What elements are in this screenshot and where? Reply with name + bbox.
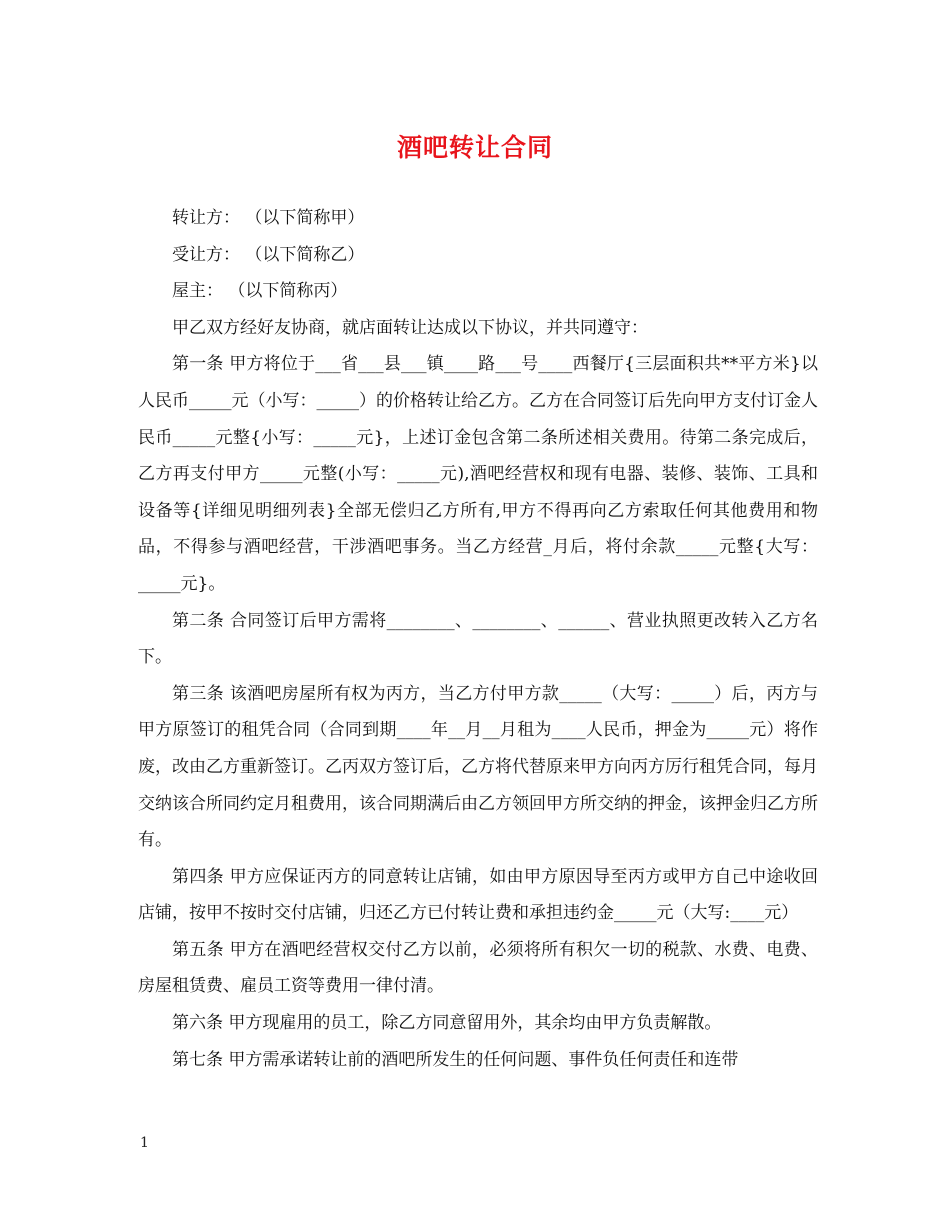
article-4: 第四条 甲方应保证丙方的同意转让店铺，如由甲方原因导至丙方或甲方自己中途收回店铺，按甲不按时交付店铺，归还乙方已付转让费和承担违约金_____元（大写:____元） (138, 866, 818, 924)
page-number: 1 (140, 1135, 149, 1151)
article-5: 第五条 甲方在酒吧经营权交付乙方以前，必须将所有积欠一切的税款、水费、电费、房屋租赁费、雇员工资等费用一律付清。 (138, 939, 818, 997)
party-transferor: 转让方： （以下简称甲） (172, 208, 365, 228)
article-1: 第一条 甲方将位于___省___县___镇____路___号____西餐厅{三层面积共**平方米}以人民币_____元（小写：_____）的价格转让给乙方。乙方在合同签订后先向甲方支付订金人民币_____元整{小写：_____元}，上述订金包含第二条所述相关费用。待第二条完成后，乙方再支付甲方_____元整(小写：_____元),酒吧经营权和现有电器、装修、装饰、工具和设备等{详细见明细列表}全部无偿归乙方所有,甲方不得再向乙方索取任何其他费用和物品，不得参与酒吧经营，干涉酒吧事务。当乙方经营_月后，将付余款_____元整{大写：_____元}。 (138, 354, 818, 594)
article-3: 第三条 该酒吧房屋所有权为丙方，当乙方付甲方款_____（大写：_____）后，丙方与甲方原签订的租凭合同（合同到期____年__月__月租为____人民币，押金为_____元）将作废，改由乙方重新签订。乙丙双方签订后，乙方将代替原来甲方向丙方厉行租凭合同，每月交纳该合所同约定月租费用，该合同期满后由乙方领回甲方所交纳的押金，该押金归乙方所有。 (138, 683, 818, 851)
document-body (138, 200, 818, 1078)
article-2: 第二条 合同签订后甲方需将________、________、______、营业执照更改转入乙方名下。 (138, 610, 818, 668)
preamble: 甲乙双方经好友协商，就店面转让达成以下协议，并共同遵守： (172, 317, 648, 338)
article-6: 第六条 甲方现雇用的员工，除乙方同意留用外，其余均由甲方负责解散。 (172, 1013, 722, 1034)
document-title: 酒吧转让合同 (396, 133, 553, 162)
party-transferee: 受让方： （以下简称乙） (172, 244, 365, 265)
article-7: 第七条 甲方需承诺转让前的酒吧所发生的任何问题、事件负任何责任和连带 (172, 1049, 739, 1070)
party-landlord: 屋主： （以下简称丙） (172, 281, 348, 302)
